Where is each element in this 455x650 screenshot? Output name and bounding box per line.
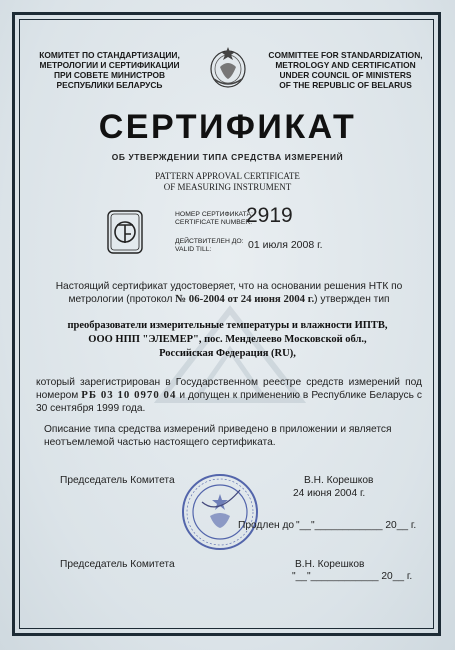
extended-until-label: Продлен до [238,520,295,531]
approval-text-b: ) утвержден тип [314,294,390,305]
paragraph-registration [36,376,422,415]
product-line-3: Российская Федерация (RU), [159,348,296,359]
product-line-1: преобразователи измерительные температуры и влажности ИПТВ, [67,320,388,331]
signatory-name-2: В.Н. Корешков [295,559,365,570]
valid-till-date: 01 июля 2008 г. [248,239,323,251]
valid-till-label: ДЕЙСТВИТЕЛЕН ДО: VALID TILL: [175,238,244,253]
registration-text-b: и допущен к применению в Республике Беларусь с 30 сентября 1999 года. [36,390,422,414]
subtitle-en: PATTERN APPROVAL CERTIFICATE OF MEASURING INSTRUMENT [155,171,300,192]
signatory-title-1: Председатель Комитета [60,475,175,486]
signatory-name-1: В.Н. Корешков [304,475,374,486]
registration-text-a: который зарегистрирован в Государственном реестре средств измерений под номером [36,377,422,401]
registry-number: РБ 03 10 0970 04 [81,389,177,401]
header-left-ru: КОМИТЕТ ПО СТАНДАРТИЗАЦИИ, МЕТРОЛОГИИ И СЕРТИФИКАЦИИ ПРИ СОВЕТЕ МИНИСТРОВ РЕСПУБЛИКИ БЕЛАРУСЬ [39,50,180,90]
subtitle-ru: ОБ УТВЕРЖДЕНИИ ТИПА СРЕДСТВА ИЗМЕРЕНИЙ [111,152,344,162]
signatory-title-2: Председатель Комитета [60,559,175,570]
certificate-number-label: НОМЕР СЕРТИФИКАТА: CERTIFICATE NUMBER: [175,211,253,226]
certificate-number: 2919 [246,204,293,227]
gt-metrology-logo-icon [107,210,143,254]
header-right-en: COMMITTEE FOR STANDARDIZATION, METROLOGY AND CERTIFICATION UNDER COUNCIL OF MINISTERS OF THE REPUBLIC OF BELARUS [268,50,423,90]
paragraph-description: Описание типа средства измерений приведено в приложении и является неотъемлемой частью настоящего сертификата. [44,424,392,448]
page-title: СЕРТИФИКАТ [98,108,357,146]
paragraph-approval [36,280,422,306]
official-round-seal-icon [180,472,260,552]
product-line-2: ООО НПП "ЭЛЕМЕР", пос. Менделеево Московской обл., [88,334,367,345]
extension-date-blank-2: "__"____________ 20__ г. [292,571,413,582]
product-description [24,319,431,361]
belarus-state-emblem-icon [208,43,248,91]
extension-date-blank-1: "__"____________ 20__ г. [296,520,417,531]
signature-date-1: 24 июня 2004 г. [293,488,366,499]
protocol-reference: № 06-2004 от 24 июня 2004 г. [175,293,315,305]
approval-text-a: Настоящий сертификат удостоверяет, что на основании решения НТК по метрологии (протокол [55,281,403,305]
